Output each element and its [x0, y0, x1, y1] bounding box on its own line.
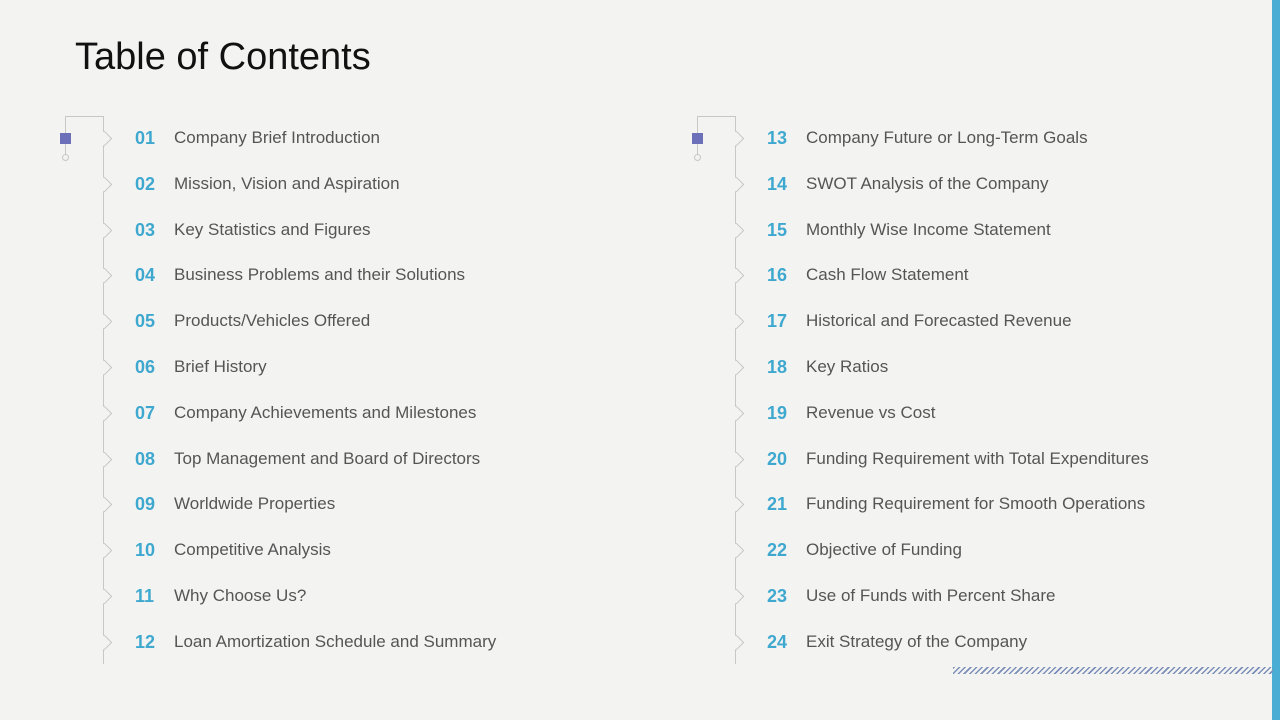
toc-item-label: Business Problems and their Solutions: [174, 265, 466, 285]
toc-item[interactable]: [60, 353, 620, 383]
chevron-right-icon: [97, 543, 113, 559]
chevron-right-icon: [729, 543, 745, 559]
toc-item-number: 09: [135, 494, 156, 515]
toc-column-left: [60, 116, 620, 664]
toc-item-number: 15: [767, 219, 788, 240]
toc-item[interactable]: [60, 399, 620, 429]
toc-item[interactable]: [692, 353, 1252, 383]
toc-item-label: Key Ratios: [806, 357, 889, 376]
toc-item-number: 10: [135, 540, 156, 561]
toc-item[interactable]: [60, 216, 620, 246]
toc-item-number: 21: [767, 494, 788, 515]
toc-item[interactable]: [692, 399, 1252, 429]
toc-item-number: 05: [135, 311, 156, 332]
toc-item[interactable]: [692, 124, 1252, 154]
toc-item[interactable]: [60, 124, 620, 154]
toc-item-number: 01: [135, 128, 156, 148]
toc-item[interactable]: [692, 582, 1252, 612]
toc-item-label: Company Achievements and Milestones: [174, 402, 477, 422]
toc-item[interactable]: [60, 490, 620, 520]
toc-item-label: Brief History: [174, 357, 267, 376]
toc-item-label: Objective of Funding: [806, 540, 962, 560]
chevron-right-icon: [97, 497, 113, 513]
toc-item-label: Loan Amortization Schedule and Summary: [174, 631, 497, 651]
toc-item-number: 13: [767, 128, 788, 148]
toc-item-number: 18: [767, 357, 788, 377]
chevron-right-icon: [729, 497, 745, 513]
chevron-right-icon: [729, 451, 745, 467]
toc-item-label: Mission, Vision and Aspiration: [174, 173, 400, 193]
toc-item-number: 03: [135, 219, 156, 240]
toc-item[interactable]: [692, 170, 1252, 200]
toc-item[interactable]: [60, 307, 620, 337]
toc-column-right: [692, 116, 1252, 664]
toc-item-label: Exit Strategy of the Company: [806, 631, 1028, 651]
right-accent-bar: [1272, 0, 1280, 720]
toc-item-number: 02: [135, 173, 156, 194]
chevron-right-icon: [729, 635, 745, 651]
toc-item-number: 11: [135, 586, 155, 606]
toc-item-label: Products/Vehicles Offered: [174, 311, 371, 331]
chevron-right-icon: [729, 314, 745, 330]
toc-item-label: Cash Flow Statement: [806, 265, 969, 285]
toc-item[interactable]: [692, 307, 1252, 337]
toc-item-label: Funding Requirement for Smooth Operations: [806, 494, 1146, 514]
chevron-right-icon: [97, 406, 113, 422]
toc-item[interactable]: [60, 582, 620, 612]
toc-item[interactable]: [60, 170, 620, 200]
toc-item-label: Competitive Analysis: [174, 540, 331, 560]
toc-item-label: Company Brief Introduction: [174, 128, 380, 147]
toc-item-label: Key Statistics and Figures: [174, 219, 371, 239]
toc-item[interactable]: [692, 490, 1252, 520]
marker-dot-icon: [694, 154, 701, 161]
toc-item-number: 16: [767, 265, 788, 286]
chevron-right-icon: [729, 268, 745, 284]
marker-dot-icon: [62, 154, 69, 161]
toc-item[interactable]: [60, 628, 620, 658]
toc-item[interactable]: [692, 445, 1252, 475]
chevron-right-icon: [97, 360, 113, 376]
toc-item-number: 20: [767, 448, 788, 469]
toc-item-label: Why Choose Us?: [174, 586, 307, 605]
toc-item-number: 04: [135, 265, 156, 286]
toc-item[interactable]: [60, 445, 620, 475]
toc-item-number: 14: [767, 173, 788, 194]
connector-line: [65, 116, 103, 117]
chevron-right-icon: [97, 222, 113, 238]
toc-item-label: Historical and Forecasted Revenue: [806, 311, 1072, 331]
toc-item-label: Revenue vs Cost: [806, 402, 936, 422]
chevron-right-icon: [97, 314, 113, 330]
toc-item-label: Company Future or Long-Term Goals: [806, 128, 1088, 147]
toc-item-number: 07: [135, 402, 156, 423]
toc-item-label: Top Management and Board of Directors: [174, 448, 481, 468]
chevron-right-icon: [97, 131, 113, 147]
toc-item-label: Funding Requirement with Total Expenditures: [806, 448, 1149, 468]
chevron-right-icon: [729, 131, 745, 147]
connector-line: [697, 116, 735, 117]
toc-item-number: 12: [135, 631, 156, 652]
toc-item[interactable]: [692, 261, 1252, 291]
toc-item-number: 22: [767, 540, 788, 561]
toc-item-number: 23: [767, 586, 788, 606]
chevron-right-icon: [97, 589, 113, 605]
chevron-right-icon: [729, 177, 745, 193]
chevron-right-icon: [97, 635, 113, 651]
hatch-decoration: [953, 667, 1273, 674]
toc-item[interactable]: [692, 536, 1252, 566]
toc-item[interactable]: [692, 216, 1252, 246]
chevron-right-icon: [729, 589, 745, 605]
page-title: Table of Contents: [75, 36, 371, 78]
chevron-right-icon: [97, 451, 113, 467]
toc-item[interactable]: [60, 536, 620, 566]
toc-item-number: 19: [767, 402, 788, 423]
toc-item-number: 17: [767, 311, 788, 332]
chevron-right-icon: [97, 177, 113, 193]
chevron-right-icon: [729, 222, 745, 238]
toc-item[interactable]: [60, 261, 620, 291]
toc-item-label: Use of Funds with Percent Share: [806, 586, 1056, 605]
toc-item[interactable]: [692, 628, 1252, 658]
toc-item-label: SWOT Analysis of the Company: [806, 173, 1049, 193]
chevron-right-icon: [729, 360, 745, 376]
chevron-right-icon: [97, 268, 113, 284]
toc-item-label: Worldwide Properties: [174, 494, 336, 514]
toc-item-label: Monthly Wise Income Statement: [806, 219, 1051, 239]
toc-item-number: 06: [135, 357, 156, 377]
toc-item-number: 24: [767, 631, 788, 652]
chevron-right-icon: [729, 406, 745, 422]
toc-item-number: 08: [135, 448, 156, 469]
